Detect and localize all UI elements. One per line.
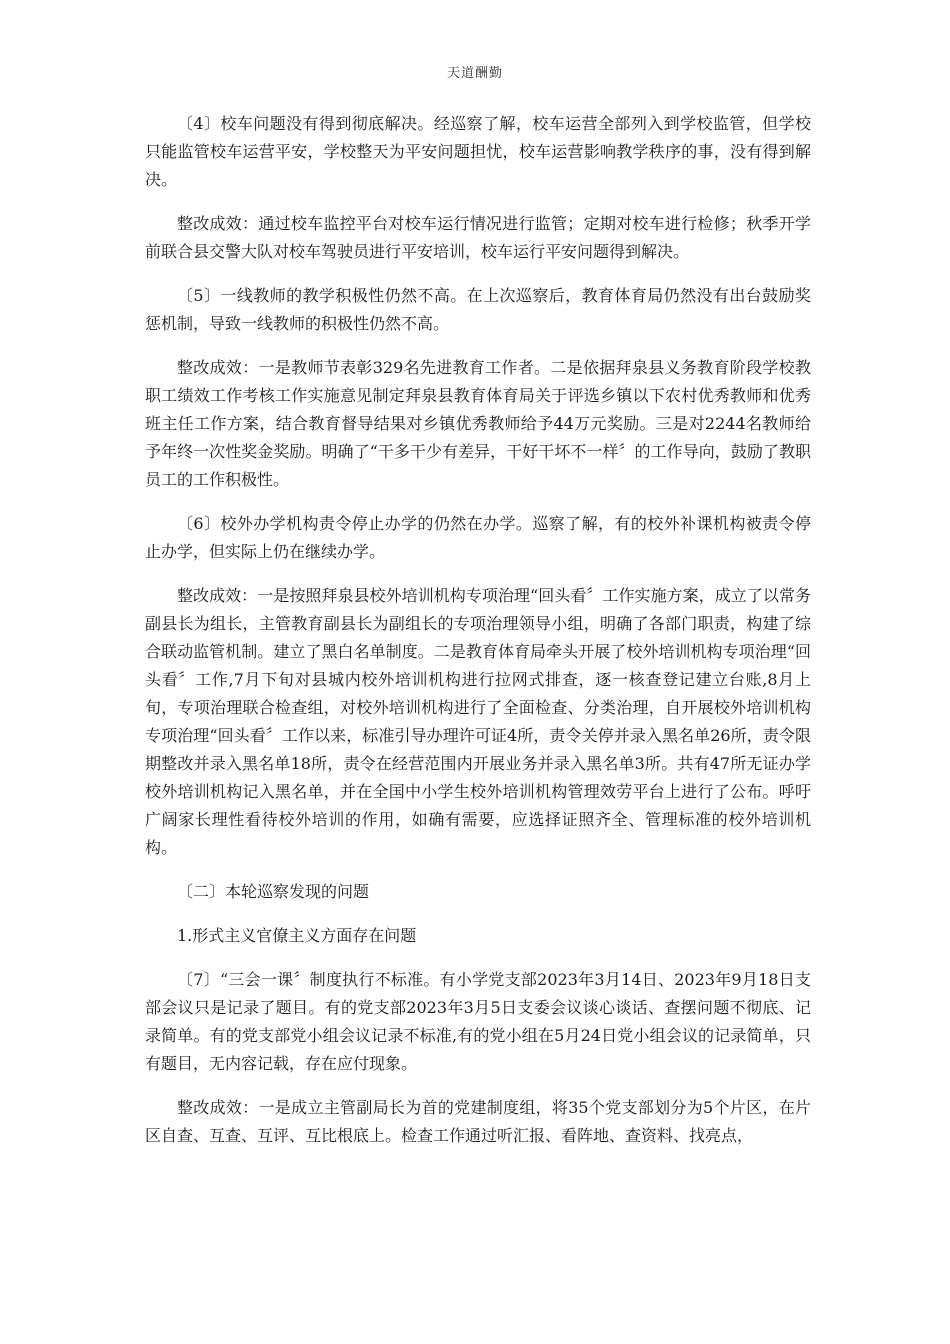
paragraph-school-bus-result: 整改成效：通过校车监控平台对校车运行情况进行监管；定期对校车进行检修；秋季开学前联合县交警大队对校车驾驶员进行平安培训，校车运行平安问题得到解决。 — [145, 214, 811, 261]
paragraph-tutoring-result: 整改成效：一是按照拜泉县校外培训机构专项治理“回头看〞工作实施方案，成立了以常务副县长为组长，主管教育副县长为副组长的专项治理领导小组，明确了各部门职责，构建了综合联动监管机制。建立了黑白名单制度。二是教育体育局牵头开展了校外培训机构专项治理“回头看〞工作,7月下旬对县城内校外培训机构进行拉网式排查，逐一核查登记建立台账,8月上旬，专项治理联合检查组，对校外培训机构进行了全面检查、分类治理，自开展校外培训机构专项治理“回头看〞工作以来，标准引导办理许可证4所，责令关停并录入黑名单26所，责令限期整改并录入黑名单18所，责令在经营范围内开展业务并录入黑名单3所。共有47所无证办学校外培训机构记入黑名单，并在全国中小学生校外培训机构管理效劳平台上进行了公布。呼吁广阔家长理性看待校外培训的作用，如确有需要，应选择证照齐全、管理标准的校外培训机构。 — [145, 586, 811, 857]
subsection-heading-formalism: 1.形式主义官僚主义方面存在问题 — [177, 926, 417, 945]
paragraph-meeting-system-issue: 〔7〕“三会一课〞制度执行不标准。有小学党支部2023年3月14日、2023年9月18日支部会议只是记录了题目。有的党支部2023年3月5日支委会议谈心谈话、查摆问题不彻底、记录简单。有的党支部党小组会议记录不标准,有的党小组在5月24日党小组会议的记录简单，只有题目，无内容记载，存在应付现象。 — [145, 970, 811, 1073]
paragraph-meeting-system-result: 整改成效：一是成立主管副局长为首的党建制度组，将35个党支部划分为5个片区，在片区自查、互查、互评、互比根底上。检查工作通过听汇报、看阵地、查资料、找亮点， — [145, 1098, 811, 1145]
section-heading-current-round: 〔二〕本轮巡察发现的问题 — [177, 882, 370, 901]
page-header: 天道酬勤 — [446, 66, 503, 81]
paragraph-tutoring-issue: 〔6〕校外办学机构责令停止办学的仍然在办学。巡察了解，有的校外补课机构被责令停止办学，但实际上仍在继续办学。 — [145, 514, 811, 561]
paragraph-teacher-motivation-result: 整改成效：一是教师节表彰329名先进教育工作者。二是依据拜泉县义务教育阶段学校教职工绩效工作考核工作实施意见制定拜泉县教育体育局关于评选乡镇以下农村优秀教师和优秀班主任工作方案，结合教育督导结果对乡镇优秀教师给予44万元奖励。三是对2244名教师给予年终一次性奖金奖励。明确了“干多干少有差异，干好干坏不一样〞的工作导向，鼓励了教职员工的工作积极性。 — [145, 358, 811, 489]
document-body — [145, 110, 811, 1166]
paragraph-school-bus-issue: 〔4〕校车问题没有得到彻底解决。经巡察了解，校车运营全部列入到学校监管，但学校只能监管校车运营平安，学校整天为平安问题担忧，校车运营影响教学秩序的事，没有得到解决。 — [145, 114, 811, 189]
paragraph-teacher-motivation-issue: 〔5〕一线教师的教学积极性仍然不高。在上次巡察后，教育体育局仍然没有出台鼓励奖惩机制，导致一线教师的积极性仍然不高。 — [145, 286, 811, 333]
